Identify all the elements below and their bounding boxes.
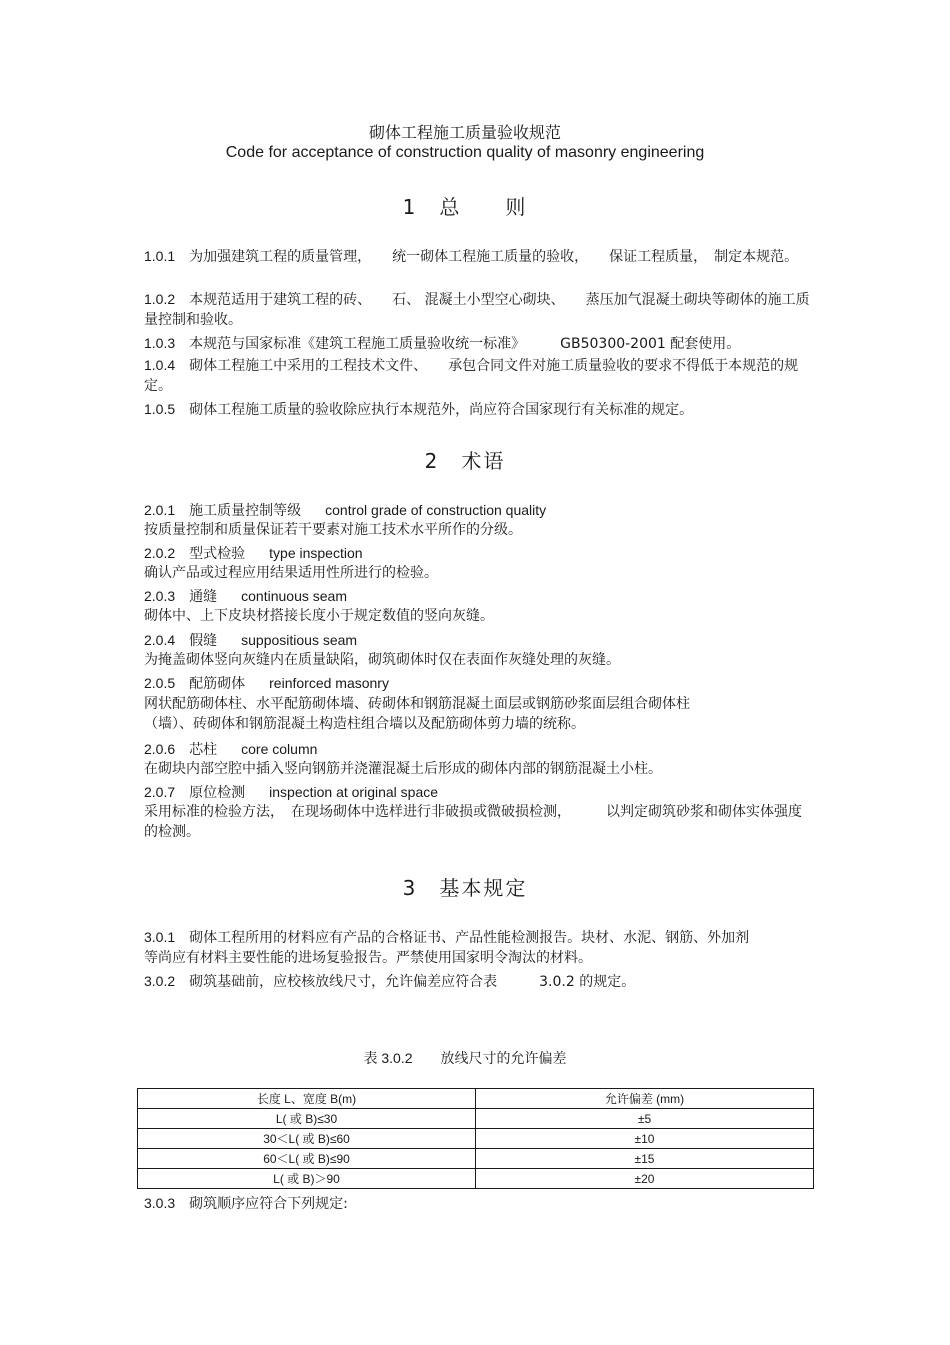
- term-number: 2.0.5: [144, 675, 176, 691]
- clause-text: 本规范适用于建筑工程的砖、 石、 混凝土小型空心砌块、 蒸压加气混凝土砌块等砌体的施工质量控制和验收。: [144, 292, 810, 328]
- clause-number: 1.0.5: [144, 401, 176, 417]
- clause-3-0-1: [144, 927, 754, 968]
- term-cn: 原位检测: [189, 785, 246, 801]
- term-2-0-6-definition: 在砌块内部空腔中插入竖向钢筋并浇灌混凝土后形成的砌体内部的钢筋混凝土小柱。: [144, 761, 662, 777]
- clause-1-0-5: [144, 399, 814, 420]
- clause-text: 砌体工程所用的材料应有产品的合格证书、产品性能检测报告。块材、水泥、钢筋、外加剂等尚应有材料主要性能的进场复验报告。严禁使用国家明令淘汰的材料。: [144, 930, 750, 966]
- chapter-1-heading: 1 总 则: [402, 195, 528, 219]
- term-number: 2.0.6: [144, 741, 176, 757]
- clause-text: 砌筑基础前，应校核放线尺寸，允许偏差应符合表 3.0.2 的规定。: [189, 974, 636, 990]
- table-row: [138, 1149, 814, 1169]
- table-row: [138, 1109, 814, 1129]
- clause-number: 1.0.1: [144, 248, 176, 264]
- term-2-0-3-definition: 砌体中、上下皮块材搭接长度小于规定数值的竖向灰缝。: [144, 608, 494, 624]
- document-title-cn: 砌体工程施工质量验收规范: [368, 123, 561, 142]
- table-row: [138, 1169, 814, 1189]
- table-cell: ±20: [476, 1169, 814, 1189]
- term-2-0-2-heading: [144, 543, 363, 564]
- term-number: 2.0.1: [144, 502, 176, 518]
- term-en: control grade of construction quality: [325, 502, 547, 518]
- clause-text: 砌筑顺序应符合下列规定:: [189, 1196, 348, 1212]
- term-2-0-4-definition: 为掩盖砌体竖向灰缝内在质量缺陷，砌筑砌体时仅在表面作灰缝处理的灰缝。: [144, 652, 620, 668]
- term-number: 2.0.7: [144, 784, 176, 800]
- tolerance-table: [137, 1088, 814, 1189]
- clause-1-0-4: [144, 355, 814, 396]
- term-en: continuous seam: [241, 588, 347, 604]
- term-2-0-5-definition: 网状配筋砌体柱、水平配筋砌体墙、砖砌体和钢筋混凝土面层或钢筋砂浆面层组合砌体柱（墙）、砖砌体和钢筋混凝土构造柱组合墙以及配筋砌体剪力墙的统称。: [144, 696, 690, 732]
- term-en: type inspection: [269, 545, 363, 561]
- chapter-3-heading: 3 基本规定: [402, 876, 528, 900]
- table-cell: L( 或 B)＞90: [138, 1169, 476, 1189]
- term-2-0-1-definition: 按质量控制和质量保证若干要素对施工技术水平所作的分级。: [144, 522, 522, 538]
- chapter-2-heading: 2 术语: [424, 449, 506, 473]
- term-2-0-7-heading: [144, 782, 438, 803]
- clause-text: 为加强建筑工程的质量管理， 统一砌体工程施工质量的验收， 保证工程质量， 制定本规范。: [189, 249, 799, 265]
- term-cn: 型式检验: [189, 546, 246, 562]
- term-2-0-1-heading: [144, 500, 546, 521]
- clause-3-0-2: [144, 971, 814, 992]
- table-caption-text: 放线尺寸的允许偏差: [440, 1051, 567, 1067]
- table-cell: ±10: [476, 1129, 814, 1149]
- clause-number: 1.0.2: [144, 291, 176, 307]
- term-number: 2.0.3: [144, 588, 176, 604]
- clause-text: 本规范与国家标准《建筑工程施工质量验收统一标准》 GB50300-2001 配套使用。: [189, 336, 741, 352]
- term-number: 2.0.4: [144, 632, 176, 648]
- clause-1-0-3: [144, 333, 814, 354]
- clause-number: 1.0.4: [144, 357, 176, 373]
- clause-text: 砌体工程施工中采用的工程技术文件、 承包合同文件对施工质量验收的要求不得低于本规范的规定。: [144, 358, 799, 394]
- table-cell: L( 或 B)≤30: [138, 1109, 476, 1129]
- table-header-cell: 长度 L、宽度 B(m): [138, 1089, 476, 1109]
- table-cell: 30＜L( 或 B)≤60: [138, 1129, 476, 1149]
- clause-3-0-3: [144, 1193, 814, 1214]
- term-en: suppositious seam: [241, 632, 358, 648]
- term-2-0-4-heading: [144, 630, 357, 651]
- clause-number: 1.0.3: [144, 335, 176, 351]
- table-caption-number: 表 3.0.2: [363, 1050, 413, 1066]
- table-header-row: [138, 1089, 814, 1109]
- clause-1-0-2: [144, 289, 814, 330]
- term-cn: 配筋砌体: [189, 676, 246, 692]
- table-header-cell: 允许偏差 (mm): [476, 1089, 814, 1109]
- clause-number: 3.0.2: [144, 973, 176, 989]
- clause-number: 3.0.3: [144, 1195, 176, 1211]
- term-cn: 假缝: [189, 633, 218, 649]
- term-en: reinforced masonry: [269, 675, 389, 691]
- term-2-0-5-heading: [144, 673, 389, 694]
- clause-text: 砌体工程施工质量的验收除应执行本规范外，尚应符合国家现行有关标准的规定。: [189, 402, 694, 418]
- term-en: core column: [241, 741, 318, 757]
- term-2-0-7-definition: 采用标准的检验方法， 在现场砌体中选样进行非破损或微破损检测， 以判定砌筑砂浆和砌体实体强度的检测。: [144, 804, 802, 840]
- table-cell: ±15: [476, 1149, 814, 1169]
- table-caption: [0, 1048, 930, 1068]
- clause-number: 3.0.1: [144, 929, 176, 945]
- term-cn: 通缝: [189, 589, 218, 605]
- table-row: [138, 1129, 814, 1149]
- term-cn: 芯柱: [189, 742, 218, 758]
- document-title-en: Code for acceptance of construction quality of masonry engineering: [225, 144, 705, 161]
- term-number: 2.0.2: [144, 545, 176, 561]
- term-2-0-3-heading: [144, 586, 347, 607]
- term-cn: 施工质量控制等级: [189, 503, 302, 519]
- table-cell: ±5: [476, 1109, 814, 1129]
- term-en: inspection at original space: [269, 784, 439, 800]
- term-2-0-6-heading: [144, 739, 317, 760]
- clause-1-0-1: [144, 246, 814, 267]
- table-cell: 60＜L( 或 B)≤90: [138, 1149, 476, 1169]
- term-2-0-2-definition: 确认产品或过程应用结果适用性所进行的检验。: [144, 565, 438, 581]
